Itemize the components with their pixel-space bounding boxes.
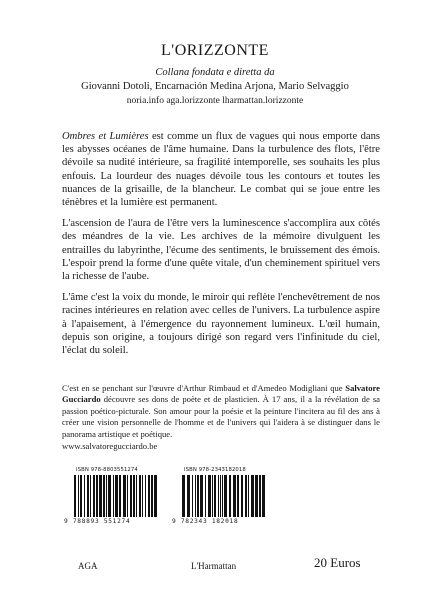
- barcode-bar: [96, 475, 98, 517]
- barcode-bar: [233, 475, 236, 517]
- barcode-bar: [84, 475, 85, 517]
- bio-text: C'est en se penchant sur l'œuvre d'Arthur Rimbaud et d'Amedeo Modigliani que: [62, 383, 346, 393]
- barcode-bar: [130, 475, 132, 517]
- barcode-bar: [148, 475, 150, 517]
- barcode-bar: [80, 475, 82, 517]
- barcode-bar: [237, 475, 239, 517]
- barcode-bar: [245, 475, 247, 517]
- barcode-bar: [113, 475, 114, 517]
- barcode-bar: [87, 475, 89, 517]
- barcode-bar: [154, 475, 157, 517]
- blurb-paragraph-text: est comme un flux de vagues qui nous emporte dans les abysses océanes de l'âme humaine. Dans la turbulence des flots, l'être dévoile sa nudité intérieure, sa fragilité intemporelle, ses souhaits les plus enfouis. La lourdeur des nuages dévoile tous les contours et toutes les nuances de la grisaille, de la blancheur. Le combat qui se joue entre les ténèbres et la lumière est permanent.: [62, 131, 380, 209]
- barcode-bar: [127, 475, 128, 517]
- barcode-bar: [136, 475, 137, 517]
- blurb-paragraph: L'âme c'est la voix du monde, le miroir qui reflète l'enchevêtrement de nos racines intérieures en relation avec celles de l'univers. La turbulence aspire à l'apaisement, à l'émergence du rayonnement lumineux. L'œil humain, depuis son origine, a toujours dirigé son regard vers l'infinitude du ciel, l'éclat du soleil.: [62, 292, 380, 357]
- barcode-bar: [93, 475, 95, 517]
- author-website: www.salvatoregucciardo.be: [62, 441, 158, 452]
- barcode-bar: [224, 475, 227, 517]
- publisher-aga: AGA: [78, 561, 98, 571]
- barcode-bar: [74, 475, 76, 517]
- series-title: L'ORIZZONTE: [161, 42, 269, 59]
- barcode-bar: [208, 475, 211, 517]
- barcode-bar: [218, 475, 219, 517]
- series-links: noria.info aga.lorizzonte lharmattan.lorizzonte: [126, 96, 304, 106]
- barcode-bar: [99, 475, 102, 517]
- author-name: Salvatore Gucciardo: [62, 383, 380, 405]
- barcode-bar: [248, 475, 249, 517]
- barcode-bar: [119, 475, 121, 517]
- barcode-harmattan: [172, 467, 274, 525]
- barcode-bar: [151, 475, 153, 517]
- barcode-bar: [200, 475, 203, 517]
- barcode-bar: [205, 475, 206, 517]
- barcode-bar: [192, 475, 193, 517]
- barcode-digits: 9 788893 551274: [64, 518, 131, 525]
- blurb-paragraph: [62, 130, 380, 209]
- barcode-bar: [187, 475, 190, 517]
- barcode-bar: [262, 475, 265, 517]
- author-bio: [62, 383, 380, 452]
- bio-paragraph: [62, 383, 380, 440]
- barcode-bar: [255, 475, 258, 517]
- barcode-bar: [90, 475, 91, 517]
- barcode-bar: [220, 475, 221, 517]
- barcode-bar: [106, 475, 107, 517]
- barcode-bar: [115, 475, 118, 517]
- barcode-aga: [64, 467, 166, 525]
- barcode-bar: [123, 475, 126, 517]
- bio-text: découvre ses dons de poète et de plasticien. À 17 ans, il a la révélation de sa passion poético-picturale. Son amour pour la poésie et la peinture l'incitera au fil des ans à créer une vision personnelle de l'homme et de l'univers qui l'aidera à se distinguer dans le panorama artistique et poétique.: [62, 394, 380, 439]
- barcode-bar: [195, 475, 196, 517]
- blurb-text: [62, 130, 380, 365]
- isbn-label: ISBN 978-8803551274: [76, 467, 138, 473]
- barcode-bar: [142, 475, 143, 517]
- barcode-bars: [74, 475, 166, 517]
- barcode-bar: [108, 475, 111, 517]
- price: 20 Euros: [314, 555, 361, 570]
- series-directors: Giovanni Dotoli, Encarnación Medina Arjona, Mario Selvaggio: [81, 81, 349, 92]
- barcode-digits: 9 782343 182018: [172, 518, 239, 525]
- barcode-bar: [241, 475, 243, 517]
- barcode-bar: [229, 475, 231, 517]
- publisher-harmattan: L'Harmattan: [191, 561, 237, 571]
- isbn-label: ISBN 978-2343182018: [184, 467, 246, 473]
- barcode-bar: [103, 475, 105, 517]
- series-subtitle: Collana fondata e diretta da: [155, 67, 275, 78]
- barcode-bar: [145, 475, 146, 517]
- barcode-bars: [182, 475, 274, 517]
- barcode-bar: [139, 475, 141, 517]
- barcode-bar: [78, 475, 79, 517]
- barcode-bar: [222, 475, 223, 517]
- barcode-bar: [214, 475, 216, 517]
- barcode-bar: [212, 475, 213, 517]
- barcode-bar: [197, 475, 199, 517]
- barcode-bar: [133, 475, 135, 517]
- book-title: Ombres et Lumières: [62, 131, 149, 142]
- barcode-bar: [259, 475, 261, 517]
- barcode-bar: [182, 475, 185, 517]
- barcode-bar: [251, 475, 254, 517]
- blurb-paragraph: L'ascension de l'aura de l'être vers la luminescence s'accomplira aux côtés des méandres de la vie. Les archives de la mémoire divulguent les entrailles du labyrinthe, l'écume des sentiments, le bruissement des émois. L'espoir prend la forme d'une quête vitale, d'un cheminement spirituel vers la richesse de l'aube.: [62, 218, 380, 283]
